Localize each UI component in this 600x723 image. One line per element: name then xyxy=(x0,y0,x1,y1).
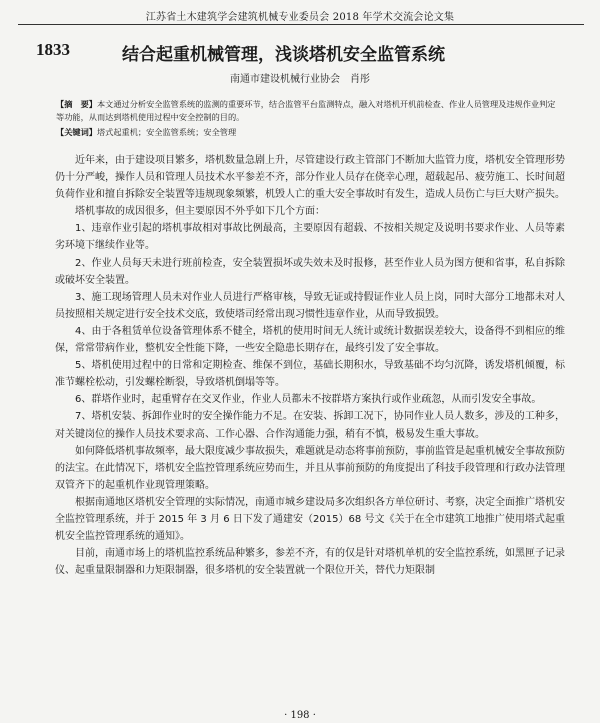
keywords-label: 【关键词】 xyxy=(56,127,97,137)
author-affiliation: 南通市建设机械行业协会 肖彤 xyxy=(230,74,370,85)
paragraph: 4、由于各租赁单位设备管理体系不健全，塔机的使用时间无人统计或统计数据误差较大，设备得不到相应的维保，常常带病作业，整机安全性能下降，一些安全隐患长期存在，最终引发了安全事故。 xyxy=(55,325,565,355)
paragraph: 根据南通地区塔机安全管理的实际情况，南通市城乡建设局多次组织各方单位研讨、考察，决定全面推广塔机安全监控管理系统，并于 2015 年 3 月 6 日下发了通建安（2015）68 号文《关于在全市建筑工地推广使用塔式起重机安全监控管理系统的通知》。 xyxy=(55,496,565,543)
header-divider xyxy=(18,24,584,25)
paragraph: 5、塔机使用过程中的日常和定期检查、维保不到位，基础长期积水，导致基础不均匀沉降，诱发塔机倾覆，标准节螺栓松动，引发螺栓断裂，导致塔机倒塌等等。 xyxy=(55,360,565,389)
paragraph: 近年来，由于建设项目繁多，塔机数量急剧上升，尽管建设行政主管部门不断加大监管力度，塔机安全管理形势仍十分严峻，操作人员和管理人员技术水平参差不齐，部分作业人员存在侥幸心理，超载起吊、疲劳施工、长时间超负荷作业和擅自拆除安全装置等违规现象频繁，机毁人亡的重大安全事故时有发生，造成人员伤亡与巨大财产损失。 xyxy=(55,155,565,201)
paper-title: 结合起重机械管理，浅谈塔机安全监管系统 xyxy=(122,45,445,65)
paragraph: 3、施工现场管理人员未对作业人员进行严格审核，导致无证或持假证作业人员上岗，同时大部分工地都未对人员按照相关规定进行安全技术交底，致使塔司经常出现习惯性违章作业，从而导致损毁。 xyxy=(55,291,565,320)
abstract-label: 【摘 要】 xyxy=(56,99,97,109)
page-number: · 198 · xyxy=(284,710,316,721)
paragraph: 目前，南通市场上的塔机监控系统品种繁多，参差不齐，有的仅是针对塔机单机的安全监控系统，如黑匣子记录仪、起重量限制器和力矩限制器，很多塔机的安全装置就一个限位开关，替代力矩限制 xyxy=(55,548,565,577)
journal-header: 江苏省土木建筑学会建筑机械专业委员会 2018 年学术交流会论文集 xyxy=(145,12,455,23)
paragraph: 1、违章作业引起的塔机事故相对事故比例最高，主要原因有超载、不按相关规定及说明书要求作业、人员等素劣环境下继续作业等。 xyxy=(55,223,565,252)
paragraph: 6、群塔作业时，起重臂存在交叉作业，作业人员都未不按群塔方案执行或作业疏忽，从而引发安全事故。 xyxy=(75,394,542,406)
keywords xyxy=(56,127,556,138)
paragraph: 2、作业人员每天未进行班前检查，安全装置损坏或失效未及时报修，甚至作业人员为图方便和省事，私自拆除或破坏安全装置。 xyxy=(55,257,565,286)
paragraph: 7、塔机安装、拆卸作业时的安全操作能力不足。在安装、拆卸工况下，协同作业人员人数多，涉及的工种多，对关键岗位的操作人员技术要求高、工作心器、合作沟通能力强，稍有不慎，极易发生重大事故。 xyxy=(55,411,565,440)
body-text xyxy=(55,152,565,579)
keywords-text: 塔式起重机；安全监管系统；安全管理 xyxy=(96,127,237,137)
abstract-text: 本文通过分析安全监管系统的监测的重要环节，结合监管平台监测特点，融入对塔机开机前检查、作业人员管理及违规作业判定等功能，从而达到塔机使用过程中安全控制的目的。 xyxy=(56,99,556,122)
paper-number: 1833 xyxy=(36,40,70,59)
paragraph: 如何降低塔机事故频率，最大限度减少事故损失，难题就是动态将事前预防，事前监管是起重机械安全事故预防的法宝。在此情况下，塔机安全监控管理系统应势而生，并且从事前预防的角度提出了科技手段管理和行政办法管理双管齐下的起重机作业现管理策略。 xyxy=(55,445,565,491)
abstract xyxy=(56,98,556,124)
paragraph: 塔机事故的成因很多，但主要原因不外乎如下几个方面： xyxy=(75,206,325,218)
